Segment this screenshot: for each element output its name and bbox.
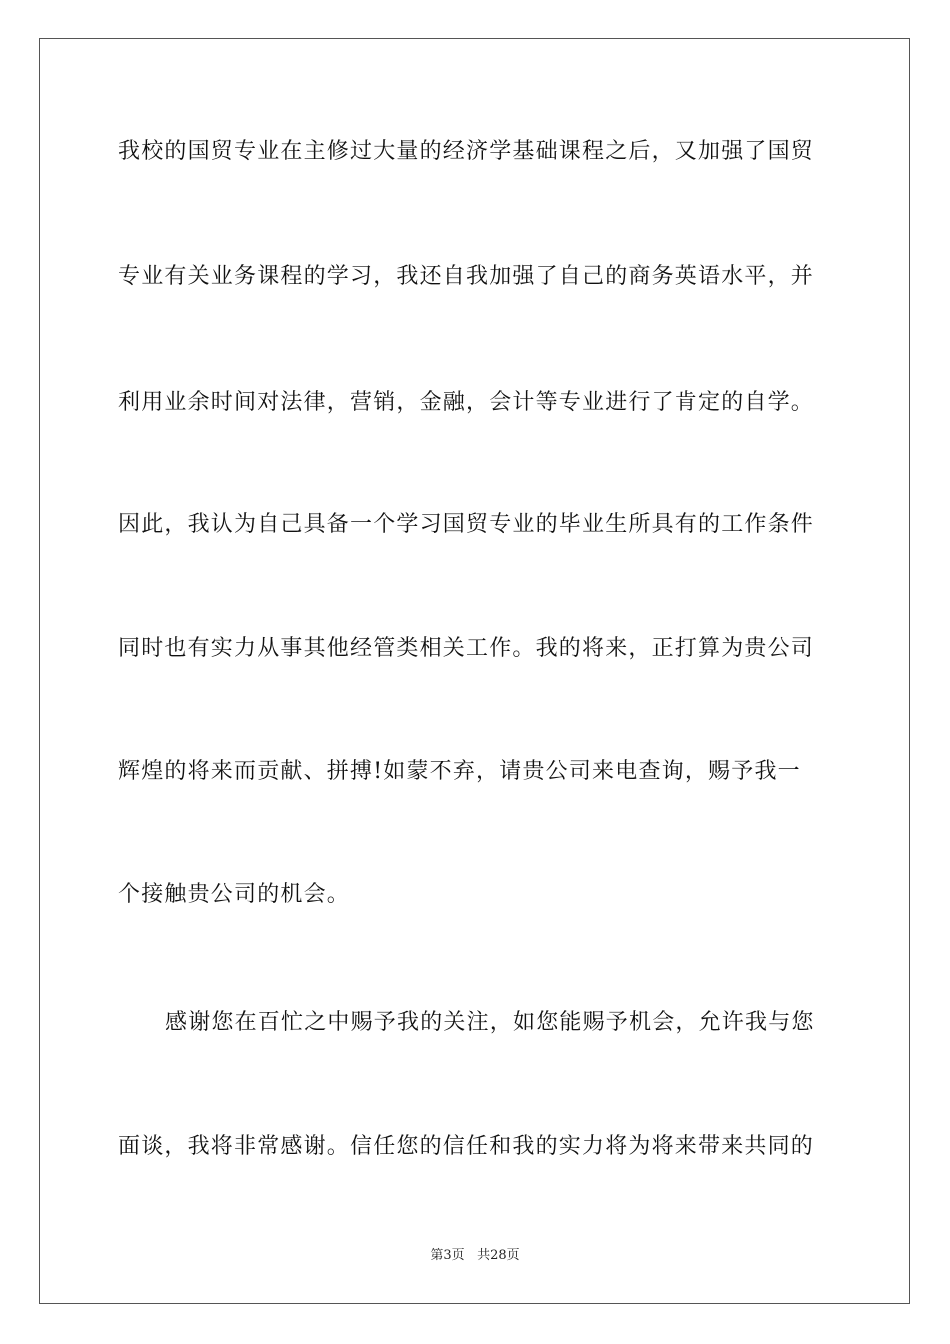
text-line: 我校的国贸专业在主修过大量的经济学基础课程之后，又加强了国贸 <box>118 139 815 164</box>
text-line: 利用业余时间对法律，营销，金融，会计等专业进行了肯定的自学。 <box>118 390 815 415</box>
text-line: 因此，我认为自己具备一个学习国贸专业的毕业生所具有的工作条件 <box>118 512 815 537</box>
text-line: 同时也有实力从事其他经管类相关工作。我的将来，正打算为贵公司 <box>118 636 815 661</box>
page-border <box>39 38 910 1304</box>
text-line: 辉煌的将来而贡献、拼搏!如蒙不弃，请贵公司来电查询，赐予我一 <box>118 759 801 784</box>
text-line: 专业有关业务课程的学习，我还自我加强了自己的商务英语水平，并 <box>118 264 815 289</box>
text-line: 面谈，我将非常感谢。信任您的信任和我的实力将为将来带来共同的 <box>118 1134 815 1159</box>
page-number: 第3页 <box>430 1248 465 1263</box>
text-line: 个接触贵公司的机会。 <box>118 882 351 907</box>
page-total: 共28页 <box>477 1248 520 1263</box>
text-line-indented: 感谢您在百忙之中赐予我的关注，如您能赐予机会，允许我与您 <box>165 1010 815 1035</box>
page-footer <box>0 1247 950 1265</box>
